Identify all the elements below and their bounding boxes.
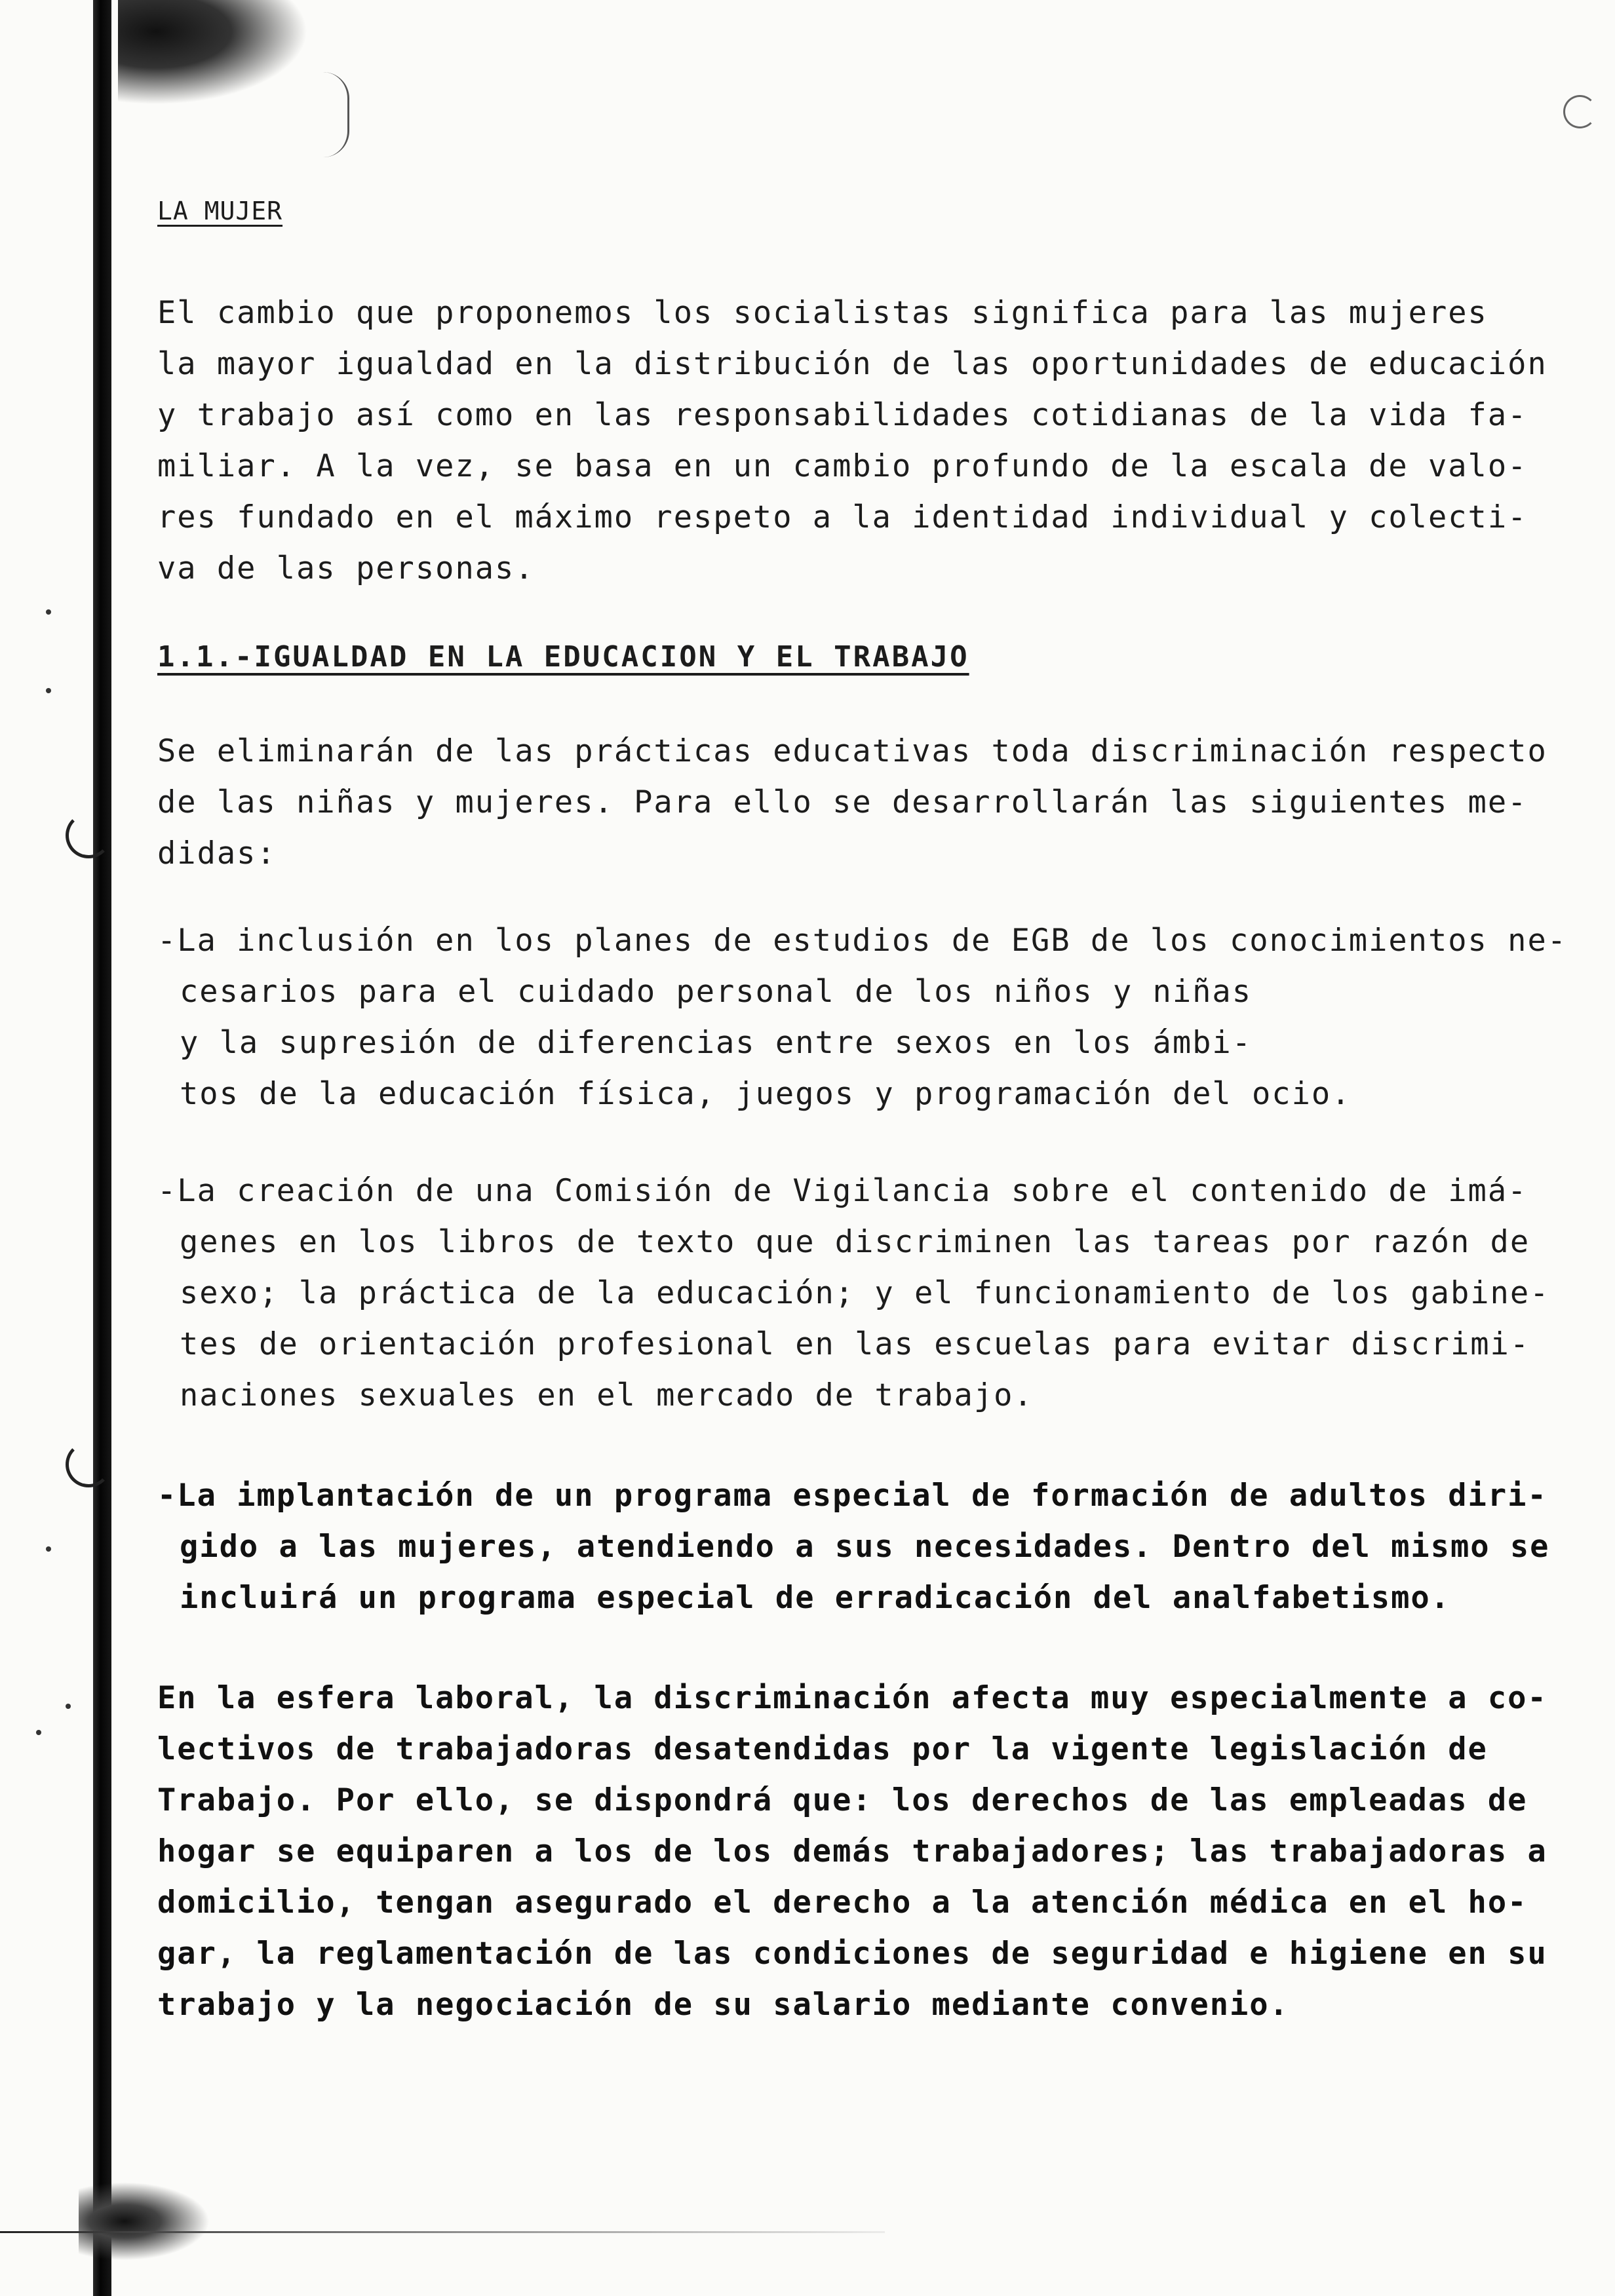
- binding-smudge-top: [118, 0, 308, 105]
- subsection-title: 1.1.-IGUALDAD EN LA EDUCACION Y EL TRABAJO: [157, 640, 969, 674]
- measure-item: -La creación de una Comisión de Vigilancia sobre el contenido de imá- genes en los libros de texto que discriminen las tareas por razón de sexo; la práctica de la educación; y el funcionamiento de los gabine- tes de orientación profesional en las escuelas para evitar discrimi- naciones sexuales en el mercado de trabajo.: [157, 1173, 1550, 1413]
- scan-speck: [46, 1546, 51, 1552]
- binding-edge: [93, 0, 111, 2296]
- punch-hole-mark: [66, 1442, 111, 1487]
- document-body: [157, 197, 1580, 2031]
- handwritten-scribble: [308, 72, 349, 157]
- binding-smudge-bottom: [79, 2182, 210, 2261]
- scan-speck: [46, 688, 51, 693]
- scan-speck: [36, 1730, 41, 1735]
- measure-item: -La inclusión en los planes de estudios de EGB de los conocimientos ne- cesarios para el cuidado personal de los niños y niñas y la supresión de diferencias entre sexos en los ámbi- tos de la educación física, juegos y programación del ocio.: [157, 923, 1568, 1112]
- intro-paragraph: El cambio que proponemos los socialistas significa para las mujeres la mayor igualdad en la distribución de las oportunidades de educación y trabajo así como en las responsabilidades cotidianas de la vida fa- miliar. A la vez, se basa en un cambio profundo de la escala de valo- res fundado en el máximo respeto a la identidad individual y colecti- va de las personas.: [157, 295, 1547, 586]
- section-title: LA MUJER: [157, 197, 283, 225]
- labor-paragraph: En la esfera laboral, la discriminación afecta muy especialmente a co- lectivos de trabajadoras desatendidas por la vigente legislación de Trabajo. Por ello, se dispondrá que: los derechos de las empleadas de hogar se equiparen a los de los demás trabajadores; las trabajadoras a domicilio, tengan asegurado el derecho a la atención médica en el ho- gar, la reglamentación de las condiciones de seguridad e higiene en su trabajo y la negociación de su salario mediante convenio.: [157, 1680, 1547, 2023]
- scan-speck: [46, 609, 51, 615]
- measure-item: -La implantación de un programa especial de formación de adultos diri- gido a las mujeres, atendiendo a sus necesidades. Dentro del mismo se incluirá un programa especial de erradicación del analfabetismo.: [157, 1478, 1550, 1616]
- punch-hole-mark: [66, 813, 111, 858]
- scan-edge-line: [0, 2231, 885, 2233]
- scan-speck: [66, 1704, 71, 1709]
- subsection-intro: Se eliminarán de las prácticas educativas toda discriminación respecto de las niñas y mujeres. Para ello se desarrollarán las siguientes me- didas:: [157, 733, 1547, 871]
- corner-mark: [1563, 95, 1597, 128]
